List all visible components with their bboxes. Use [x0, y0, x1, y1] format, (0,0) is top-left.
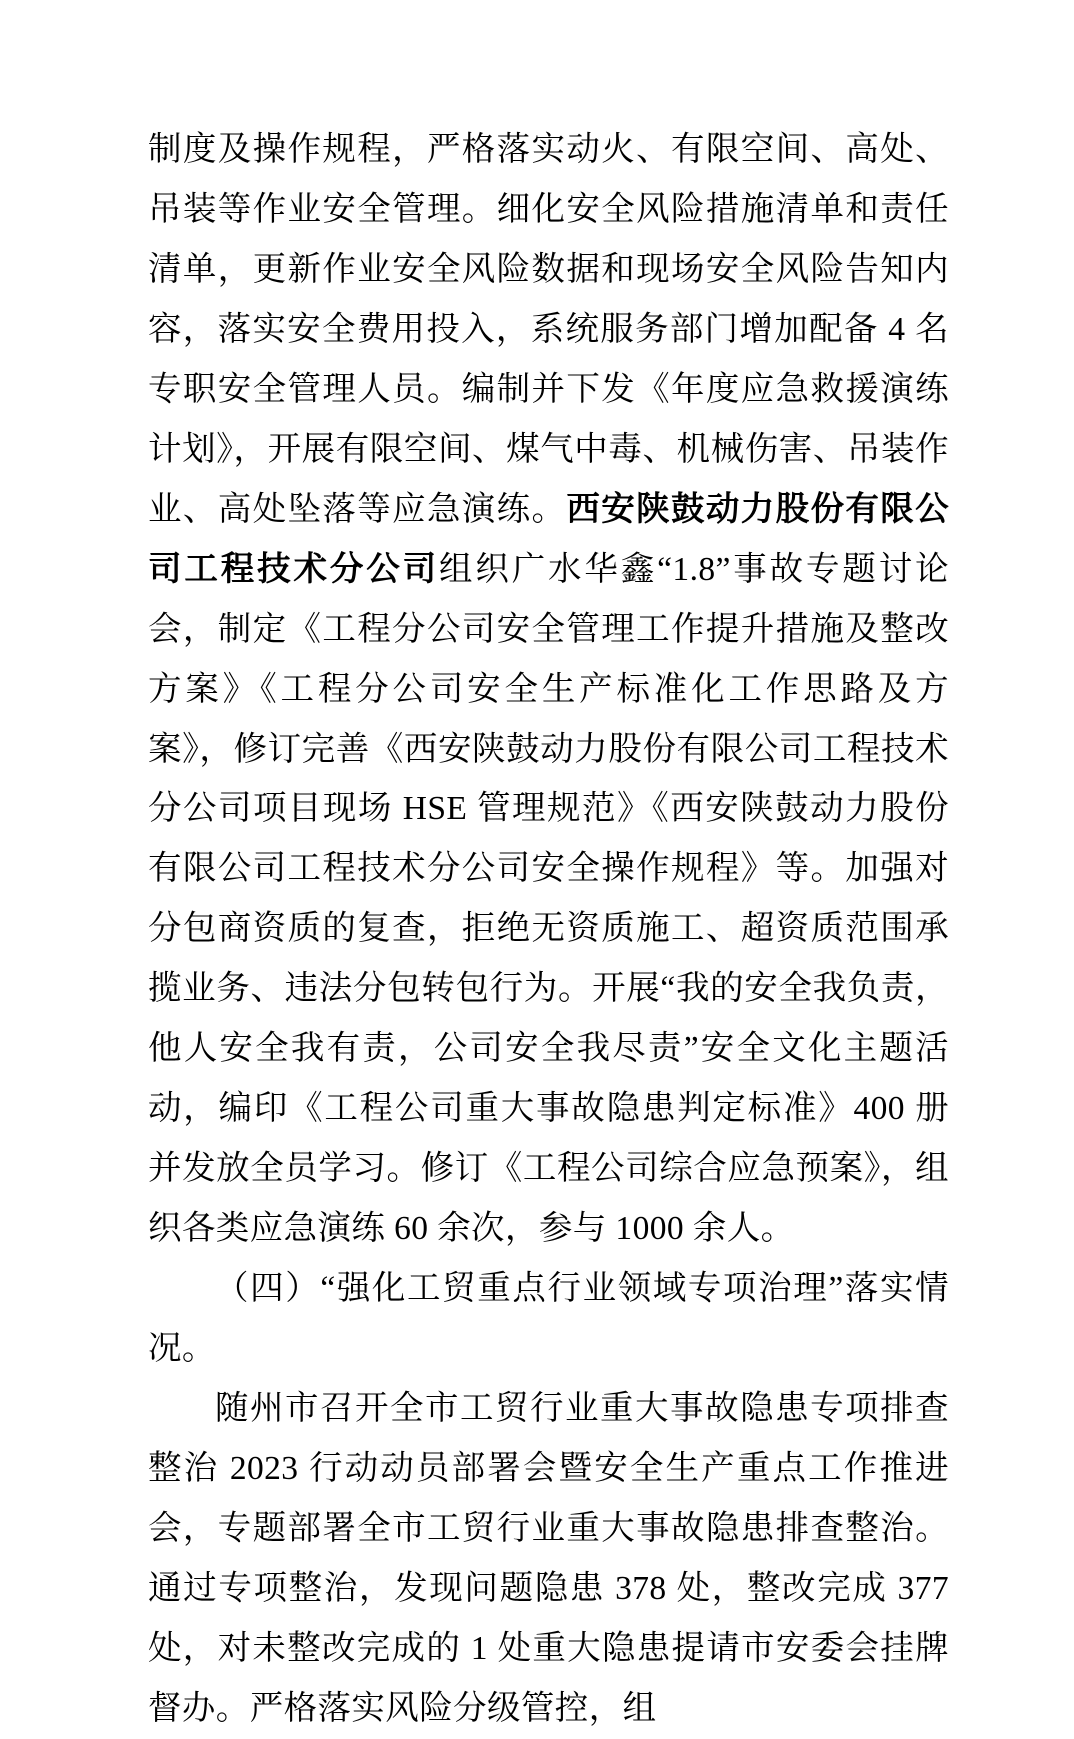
body-text: 制度及操作规程，严格落实动火、有限空间、高处、吊装等作业安全管理。细化安全风险措施清单和责任清单，更新作业安全风险数据和现场安全风险告知内容，落实安全费用投入，系统服务部门增加配备 4 名专职安全管理人员。编制并下发《年度应急救援演练计划》，开展有限空间、煤气中毒、机械伤害、吊装作业、高处坠落等应急演练。 — [148, 131, 949, 528]
paragraph-suizhou-city-measures — [148, 1379, 949, 1739]
body-text: （四）“强化工贸重点行业领域专项治理”落实情况。 — [148, 1270, 949, 1368]
paragraph-continued-safety-management — [148, 120, 949, 1259]
emphasis-text: 西安陕鼓动力股份有限公司工程技术分公司 — [148, 490, 949, 588]
document-body — [148, 120, 949, 1739]
paragraph-section-heading-four — [148, 1259, 949, 1379]
body-text: 组织广水华鑫“1.8”事故专题讨论会，制定《工程分公司安全管理工作提升措施及整改方案》《工程分公司安全生产标准化工作思路及方案》，修订完善《西安陕鼓动力股份有限公司工程技术分公司项目现场 HSE 管理规范》《西安陕鼓动力股份有限公司工程技术分公司安全操作规程》等。加强对分包商资质的复查，拒绝无资质施工、超资质范围承揽业务、违法分包转包行为。开展“我的安全我负责，他人安全我有责，公司安全我尽责”安全文化主题活动，编印《工程公司重大事故隐患判定标准》400 册并发放全员学习。修订《工程公司综合应急预案》，组织各类应急演练 60 余次，参与 1000 余人。 — [148, 550, 949, 1248]
body-text: 随州市召开全市工贸行业重大事故隐患专项排查整治 2023 行动动员部署会暨安全生产重点工作推进会，专题部署全市工贸行业重大事故隐患排查整治。通过专项整治，发现问题隐患 378 处，整改完成 377 处，对未整改完成的 1 处重大隐患提请市安委会挂牌督办。严格落实风险分级管控，组 — [148, 1390, 949, 1727]
